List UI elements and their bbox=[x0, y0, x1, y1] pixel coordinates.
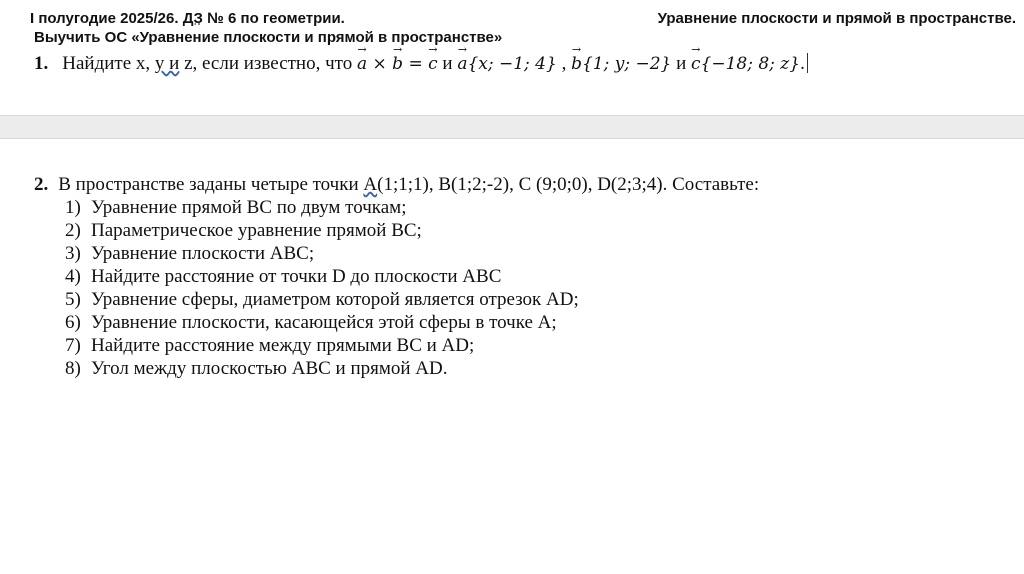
list-item-text: Уравнение плоскости АВС; bbox=[91, 243, 315, 264]
header-semester: I полугодие 2025/26. bbox=[30, 10, 183, 27]
list-item bbox=[34, 219, 759, 242]
list-item bbox=[34, 242, 759, 265]
vector-c-values: {−18; 8; z} bbox=[700, 54, 801, 74]
task-1-and-2: и bbox=[671, 53, 691, 74]
task-2-intro-a: В пространстве заданы четыре точки bbox=[58, 174, 364, 195]
list-item-number: 3) bbox=[65, 243, 81, 264]
task-2-intro-b: (1;1;1), В(1;2;-2), С (9;0;0), D(2;3;4). Составьте: bbox=[377, 174, 760, 195]
vector-b: → b bbox=[392, 54, 403, 74]
list-item bbox=[34, 357, 759, 380]
task-1-comma: , bbox=[556, 53, 572, 74]
vector-a-values: {x; −1; 4} bbox=[467, 54, 557, 74]
list-item-number: 2) bbox=[65, 220, 81, 241]
list-item bbox=[34, 265, 759, 288]
task-1-text-yi: у и bbox=[154, 53, 180, 74]
vector-c: → c bbox=[428, 54, 438, 74]
point-a-label: А bbox=[363, 174, 378, 195]
header-hw-number: № 6 по геометрии. bbox=[202, 10, 345, 27]
vector-a-label: → a bbox=[457, 54, 467, 74]
task-1-number: 1. bbox=[34, 53, 49, 74]
header-topic: Уравнение плоскости и прямой в пространстве. bbox=[657, 10, 1016, 27]
list-item bbox=[34, 288, 759, 311]
task-2-number: 2. bbox=[34, 174, 49, 195]
vector-a: → a bbox=[357, 54, 367, 74]
task-1-text-b: z, если известно, что bbox=[179, 53, 357, 74]
task-2-subtasks bbox=[34, 196, 759, 380]
list-item-text: Параметрическое уравнение прямой ВС; bbox=[91, 220, 422, 241]
list-item-text: Уравнение плоскости, касающейся этой сферы в точке А; bbox=[91, 312, 557, 333]
vector-c-coords bbox=[691, 54, 800, 74]
list-item-number: 1) bbox=[65, 197, 81, 218]
equals-sign: = bbox=[403, 54, 429, 74]
list-item bbox=[34, 311, 759, 334]
list-item-text: Уравнение сферы, диаметром которой является отрезок АD; bbox=[91, 289, 579, 310]
list-item-number: 6) bbox=[65, 312, 81, 333]
vector-b-label: → b bbox=[571, 54, 582, 74]
task-1-and-1: и bbox=[437, 53, 458, 74]
list-item-number: 7) bbox=[65, 335, 81, 356]
text-cursor bbox=[807, 53, 808, 73]
task-2 bbox=[34, 173, 759, 380]
vector-a-coords bbox=[457, 54, 557, 74]
header-dz: ДЗ bbox=[182, 10, 203, 27]
vector-c-label: → c bbox=[691, 54, 701, 74]
header-subtitle: Выучить ОС «Уравнение плоскости и прямой в пространстве» bbox=[34, 29, 503, 46]
list-item-number: 4) bbox=[65, 266, 81, 287]
list-item-number: 8) bbox=[65, 358, 81, 379]
task-1-end: . bbox=[800, 53, 805, 74]
list-item bbox=[34, 334, 759, 357]
task-1-text-a: Найдите х, bbox=[62, 53, 155, 74]
list-item-text: Найдите расстояние между прямыми ВС и АD; bbox=[91, 335, 475, 356]
list-item-text: Уравнение прямой ВС по двум точкам; bbox=[91, 197, 407, 218]
list-item-number: 5) bbox=[65, 289, 81, 310]
list-item-text: Угол между плоскостью АВС и прямой АD. bbox=[91, 358, 448, 379]
header-title bbox=[30, 10, 345, 27]
list-item-text: Найдите расстояние от точки D до плоскости АВС bbox=[91, 266, 502, 287]
vector-b-values: {1; y; −2} bbox=[581, 54, 672, 74]
list-item bbox=[34, 196, 759, 219]
cross-sign: × bbox=[367, 54, 393, 74]
task-1-formula bbox=[357, 54, 438, 74]
task-2-intro bbox=[34, 173, 759, 196]
section-divider-band bbox=[0, 115, 1024, 139]
vector-b-coords bbox=[571, 54, 671, 74]
task-1 bbox=[34, 53, 808, 75]
